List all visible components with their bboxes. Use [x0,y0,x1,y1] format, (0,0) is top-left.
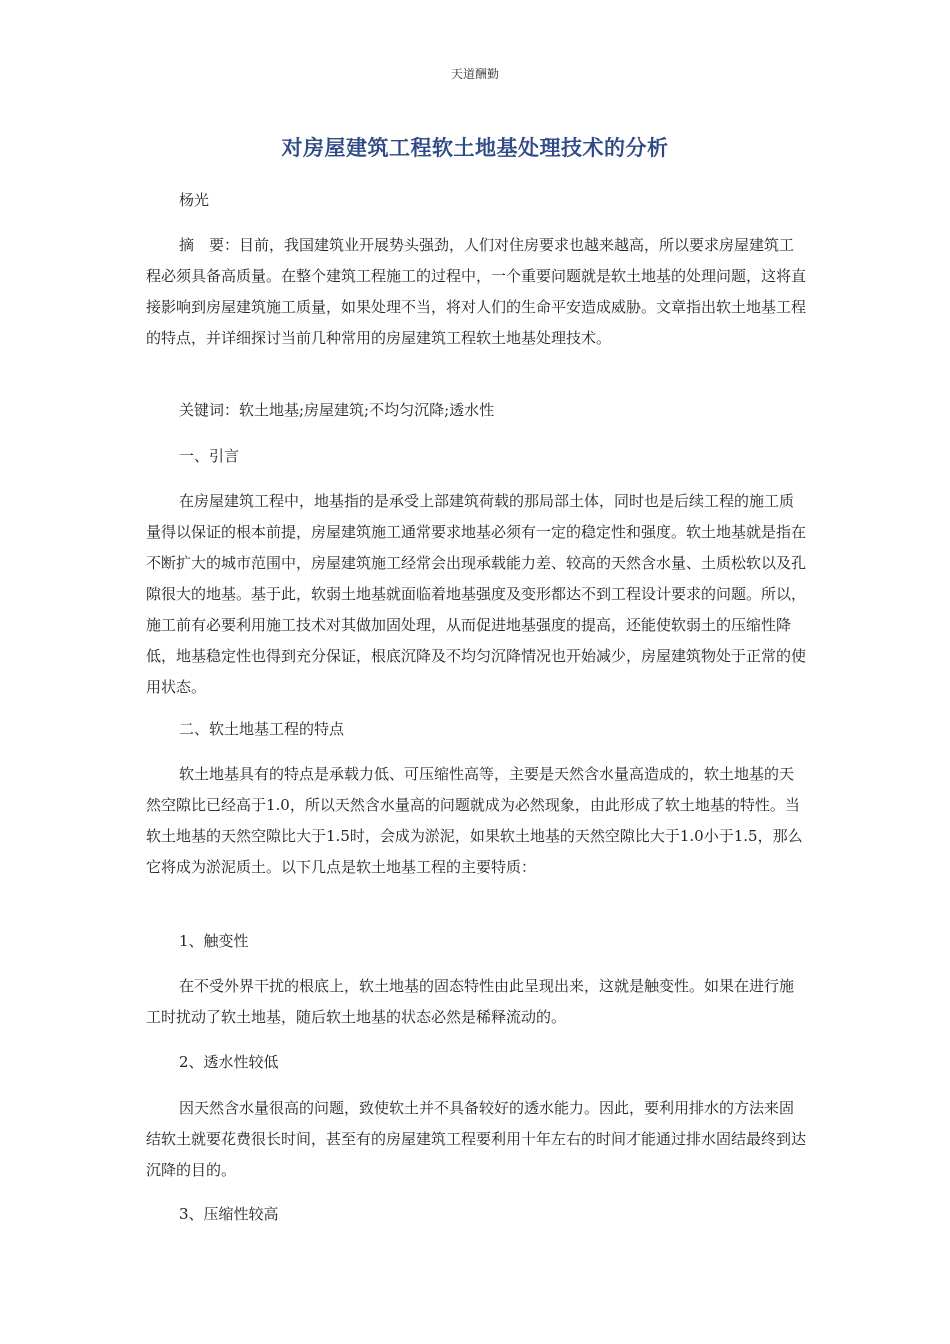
section2-heading-block [146,714,806,745]
sub2-heading: 2、透水性较低 [179,1053,279,1071]
sub2-body: 因天然含水量很高的问题，致使软土并不具备较好的透水能力。因此，要利用排水的方法来固结软土就要花费很长时间，甚至有的房屋建筑工程要利用十年左右的时间才能通过排水固结最终到达沉降的目的。 [146,1099,807,1179]
sub3-heading: 3、压缩性较高 [179,1205,279,1223]
section2-body: 软土地基具有的特点是承载力低、可压缩性高等，主要是天然含水量高造成的，软土地基的天然空隙比已经高于1.0，所以天然含水量高的问题就成为必然现象，由此形成了软土地基的特性。当软土地基的天然空隙比大于1.5时，会成为淤泥，如果软土地基的天然空隙比大于1.0小于1.5，那么它将成为淤泥质土。以下几点是软土地基工程的主要特质： [146,765,803,876]
section2-body-block [146,759,806,883]
sub1-heading-block [146,926,806,957]
section1-heading-block [146,441,806,472]
page-header: 天道酬勤 [450,67,499,81]
section1-body: 在房屋建筑工程中，地基指的是承受上部建筑荷载的那局部土体，同时也是后续工程的施工质量得以保证的根本前提，房屋建筑施工通常要求地基必须有一定的稳定性和强度。软土地基就是指在不断扩大的城市范围中，房屋建筑施工经常会出现承载能力差、较高的天然含水量、土质松软以及孔隙很大的地基。基于此，软弱土地基就面临着地基强度及变形都达不到工程设计要求的问题。所以，施工前有必要利用施工技术对其做加固处理，从而促进地基强度的提高，还能使软弱土的压缩性降低，地基稳定性也得到充分保证，根底沉降及不均匀沉降情况也开始减少，房屋建筑物处于正常的使用状态。 [146,492,807,696]
abstract-block [146,230,806,354]
sub2-heading-block [146,1047,806,1078]
sub2-body-block [146,1093,806,1186]
section1-heading: 一、引言 [179,447,240,465]
abstract-text: 摘 要：目前，我国建筑业开展势头强劲，人们对住房要求也越来越高，所以要求房屋建筑工程必须具备高质量。在整个建筑工程施工的过程中，一个重要问题就是软土地基的处理问题，这将直接影响到房屋建筑施工质量，如果处理不当，将对人们的生命平安造成威胁。文章指出软土地基工程的特点，并详细探讨当前几种常用的房屋建筑工程软土地基处理技术。 [146,236,807,347]
author-block [146,185,806,216]
sub1-body-block [146,971,806,1033]
section2-heading: 二、软土地基工程的特点 [179,720,345,738]
sub1-body: 在不受外界干扰的根底上，软土地基的固态特性由此呈现出来，这就是触变性。如果在进行施工时扰动了软土地基，随后软土地基的状态必然是稀释流动的。 [146,977,795,1026]
section1-body-block [146,486,806,703]
sub1-heading: 1、触变性 [179,932,249,950]
document-title: 对房屋建筑工程软土地基处理技术的分析 [281,136,669,160]
keywords-block [146,395,806,426]
keywords-text: 关键词：软土地基;房屋建筑;不均匀沉降;透水性 [179,401,495,419]
sub3-heading-block [146,1199,806,1230]
author-name: 杨光 [179,191,210,209]
